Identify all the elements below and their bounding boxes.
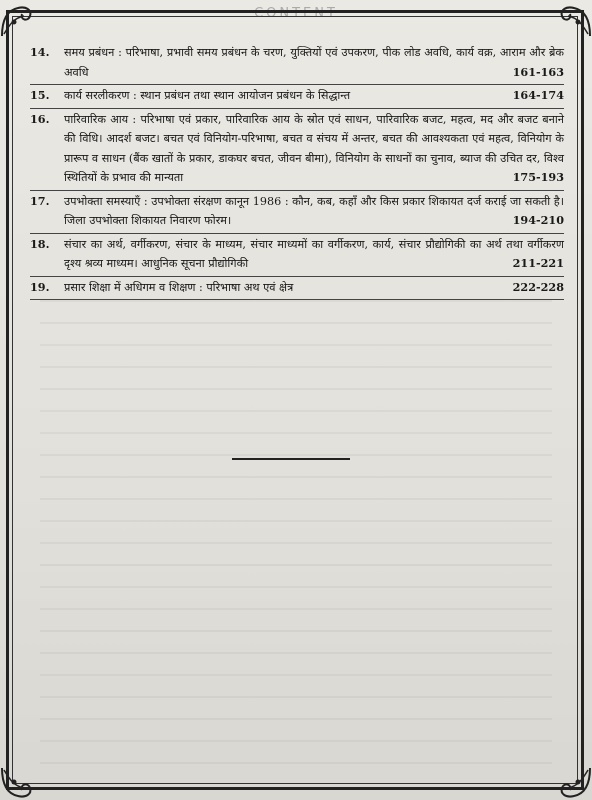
corner-ornament-icon: [558, 4, 592, 38]
toc-entry: [30, 277, 564, 301]
corner-ornament-icon: [0, 766, 34, 800]
entry-number: 14.: [30, 45, 50, 59]
entry-number: 19.: [30, 279, 50, 294]
section-divider-rule: [232, 458, 350, 460]
entry-number: 18.: [30, 236, 50, 251]
entry-pages: 222-228: [512, 279, 564, 294]
entry-pages: 211-221: [512, 256, 564, 270]
entry-body: [64, 192, 564, 231]
entry-text: प्रसार शिक्षा में अधिगम व शिक्षण : परिभाषा अथ एवं क्षेत्र: [64, 280, 294, 294]
toc-entry: [30, 234, 564, 277]
entry-pages: 175-193: [512, 170, 564, 184]
corner-ornament-icon: [0, 4, 34, 38]
header-ghost-title: CONTENT: [254, 6, 338, 21]
entry-text: समय प्रबंधन : परिभाषा, प्रभावी समय प्रबंधन के चरण, युक्तियों एवं उपकरण, पीक लोड अवधि, कार्य वक्र, आराम और ब्रेक अवधि: [64, 46, 564, 79]
entry-body: [64, 235, 564, 274]
entry-body: [64, 43, 564, 82]
entry-number: 16.: [30, 111, 50, 126]
toc-entry: [30, 42, 564, 85]
entry-text: संचार का अर्थ, वर्गीकरण, संचार के माध्यम, संचार माध्यमों का वर्गीकरण, कार्य, संचार प्रौद्योगिकी का अर्थ तथा वर्गीकरण दृश्य श्रव्य माध्यम। आधुनिक सूचना प्रौद्योगिकी: [64, 237, 564, 270]
entry-body: [64, 110, 564, 188]
entry-pages: 161-163: [512, 64, 564, 79]
toc-entry: [30, 109, 564, 191]
table-of-contents: [30, 42, 564, 300]
entry-body: [64, 278, 564, 298]
entry-number: 17.: [30, 193, 50, 208]
toc-entry: [30, 85, 564, 109]
entry-number: 15.: [30, 88, 50, 102]
entry-pages: 164-174: [512, 88, 564, 102]
entry-body: [64, 86, 564, 106]
entry-text: कार्य सरलीकरण : स्थान प्रबंधन तथा स्थान आयोजन प्रबंधन के सिद्धान्त: [64, 89, 351, 102]
toc-entry: [30, 191, 564, 234]
entry-text: उपभोक्ता समस्याएँ : उपभोक्ता संरक्षण कानून 1986 : कौन, कब, कहाँ और किस प्रकार शिकायत दर्ज कराई जा सकती है। जिला उपभोक्ता शिकायत निवारण फोरम।: [64, 194, 564, 227]
corner-ornament-icon: [558, 766, 592, 800]
entry-text: पारिवारिक आय : परिभाषा एवं प्रकार, पारिवारिक आय के स्रोत एवं साधन, पारिवारिक बजट, महत्व, मद और बजट बनाने की विधि। आदर्श बजट। बचत एवं विनियोग-परिभाषा, बचत व संचय में अन्तर, बचत की आवश्यकता एवं महत्व, विनियोग के प्रारूप व साधन (बैंक खातों के प्रकार, डाकघर बचत, जीवन बीमा), विनियोग के साधनों का चुनाव, ब्याज की उचित दर, विश्व स्थितियों के प्रभाव की मान्यता: [64, 112, 564, 184]
entry-pages: 194-210: [512, 213, 564, 227]
